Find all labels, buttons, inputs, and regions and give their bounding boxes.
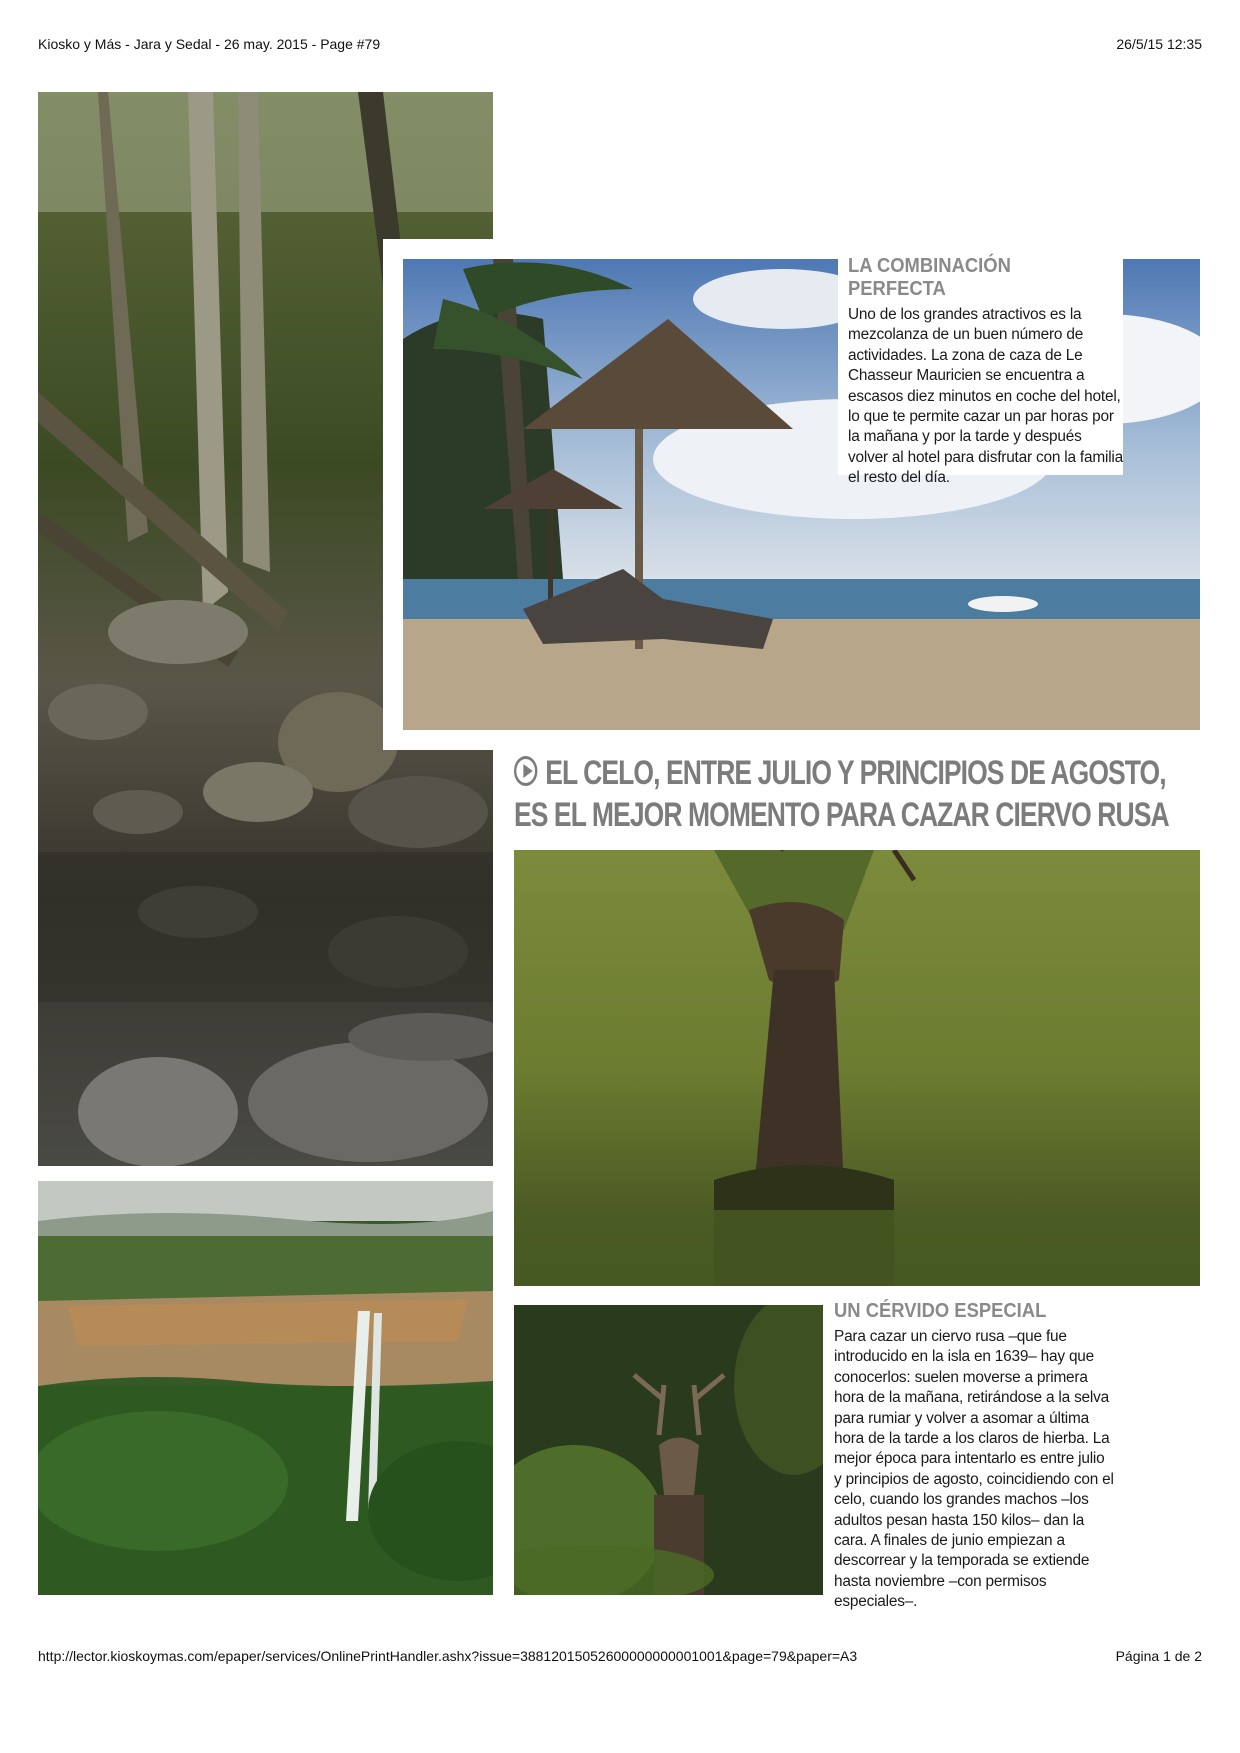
- arrow-right-icon: [514, 756, 537, 786]
- deer-grass-photo: [514, 850, 1200, 1286]
- sidebar-1-title: LA COMBINACIÓN PERFECTA: [848, 255, 1011, 300]
- sidebar-2-text: Para cazar un ciervo rusa –que fue introducido en la isla en 1639– hay que conocerlos: suelen moverse a primera hora de la mañana, retirándose a la selva para rumiar y volver a asomar a última hora de la tarde a los claros de hierba. La mejor época para intentarlo es entre julio y principios de agosto, coincidiendo con el celo, cuando los grandes machos –los adultos pesan hasta 150 kilos– dan la cara. A finales de junio empiezan a descorrear y la temporada se extiende hasta noviembre –con permisos especiales–.: [834, 1328, 1114, 1611]
- page-header-datetime: 26/5/15 12:35: [1116, 36, 1202, 52]
- waterfall-photo: [38, 1181, 493, 1595]
- page-footer-pagination: Página 1 de 2: [1115, 1648, 1202, 1664]
- deer-forest-photo: [514, 1305, 823, 1595]
- headline-line-1: EL CELO, ENTRE JULIO Y PRINCIPIOS DE AGOSTO,: [545, 754, 1166, 792]
- sidebar-cervido-especial: [834, 1300, 1114, 1611]
- headline-line-2: ES EL MEJOR MOMENTO PARA CAZAR CIERVO RUSA: [514, 796, 1169, 834]
- page-footer-url[interactable]: http://lector.kioskoymas.com/epaper/services/OnlinePrintHandler.ashx?issue=38812015052600000000001001&page=79&paper=A3: [38, 1648, 858, 1664]
- headline: [514, 752, 1169, 836]
- page-header-title: Kiosko y Más - Jara y Sedal - 26 may. 2015 - Page #79: [38, 36, 381, 52]
- sidebar-1-text: Uno de los grandes atractivos es la mezcolanza de un buen número de actividades. La zona de caza de Le Chasseur Mauricien se encuentra a escasos diez minutos en coche del hotel, lo que te permite cazar un par horas por la mañana y por la tarde y después volver al hotel para disfrutar con la familia el resto del día.: [848, 306, 1124, 487]
- sidebar-2-title: UN CÉRVIDO ESPECIAL: [834, 1300, 1047, 1322]
- sidebar-combinacion-perfecta: [838, 255, 1124, 487]
